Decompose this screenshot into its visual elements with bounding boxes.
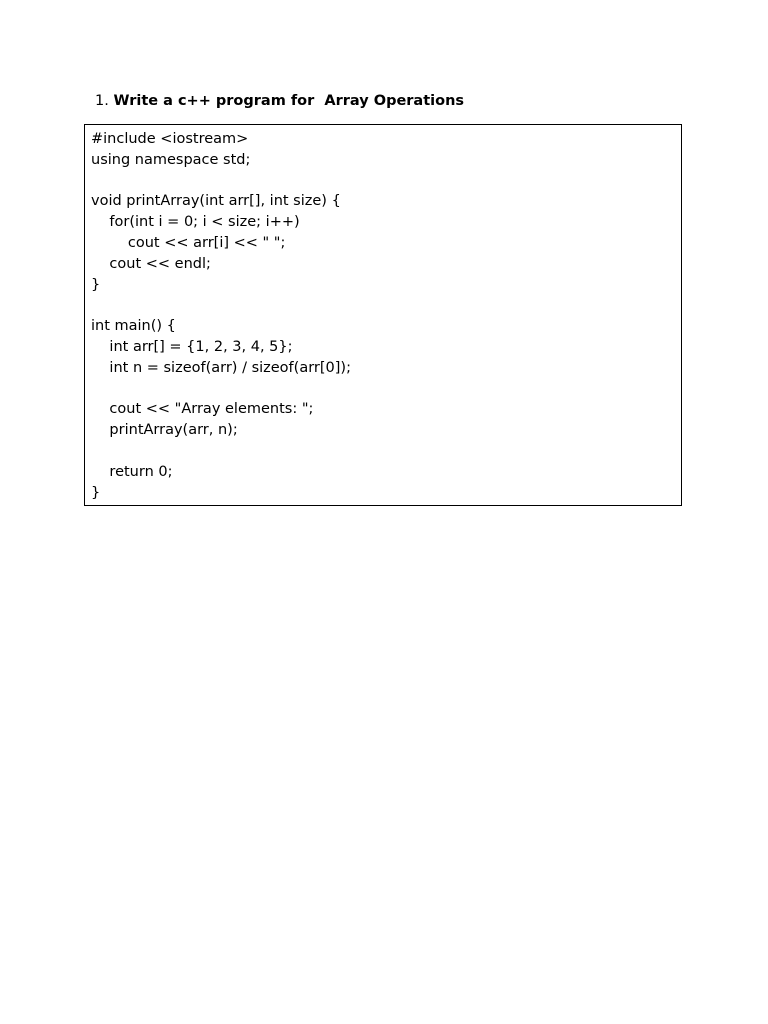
code-block <box>84 124 682 506</box>
question-text: Write a c++ program for Array Operations <box>113 93 465 109</box>
code-line: int main() { <box>91 318 176 335</box>
code-line: for(int i = 0; i < size; i++) <box>91 214 300 231</box>
code-line: return 0; <box>91 463 173 480</box>
code-lines <box>91 129 351 503</box>
code-line: cout << "Array elements: "; <box>91 401 314 418</box>
code-line <box>91 295 351 316</box>
code-line: #include <iostream> <box>91 131 249 147</box>
code-line: printArray(arr, n); <box>91 422 238 439</box>
code-line: int arr[] = {1, 2, 3, 4, 5}; <box>91 338 293 355</box>
question-number: 1. <box>95 93 109 109</box>
code-line <box>91 171 351 192</box>
code-line: using namespace std; <box>91 151 251 168</box>
code-line: } <box>91 276 101 293</box>
question-heading <box>95 92 464 110</box>
code-line: cout << endl; <box>91 255 211 272</box>
code-line: cout << arr[i] << " "; <box>91 234 286 251</box>
code-line: } <box>91 484 101 501</box>
code-line: int n = sizeof(arr) / sizeof(arr[0]); <box>91 359 351 376</box>
code-line <box>91 441 351 462</box>
code-line <box>91 379 351 400</box>
code-line: void printArray(int arr[], int size) { <box>91 193 341 210</box>
